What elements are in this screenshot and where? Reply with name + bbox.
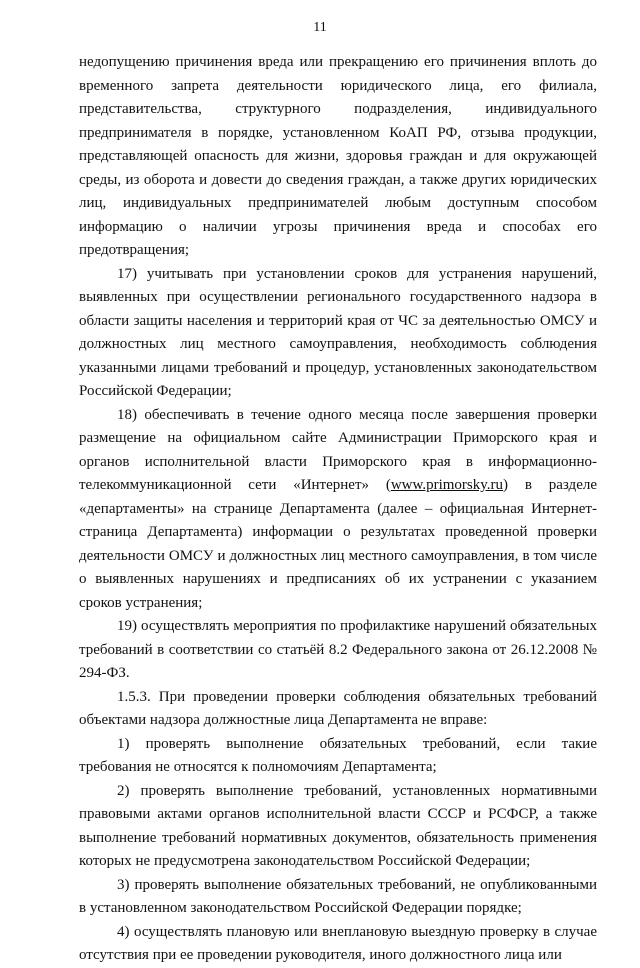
paragraph-item-19: 19) осуществлять мероприятия по профилактике нарушений обязательных требований в соответствии со статьёй 8.2 Федерального закона от 26.12.2008 № 294-ФЗ. [79, 618, 597, 681]
paragraph-prohibition-2: 2) проверять выполнение требований, установленных нормативными правовыми актами органов исполнительной власти СССР и РСФСР, а также выполнение требований нормативных документов, обязательность применения которых не предусмотрена законодательством Российской Федерации; [79, 782, 597, 869]
paragraph-prohibition-4: 4) осуществлять плановую или внеплановую выездную проверку в случае отсутствия при ее проведении руководителя, иного должностного лица или [79, 923, 597, 963]
paragraph-item-17: 17) учитывать при установлении сроков для устранения нарушений, выявленных при осуществлении регионального государственного надзора в области защиты населения и территорий края от ЧС за деятельностью ОМСУ и должностных лиц местного самоуправления, необходимость соблюдения указанными лицами требований и процедур, установленных законодательством Российской Федерации; [79, 265, 597, 399]
paragraph-item-18-text-start: 18) обеспечивать в течение одного месяца после завершения проверки размещение на официальном сайте Администрации Приморского края и органов исполнительной власти Приморского края в информационно-телекоммуникационной сети «Интернет» ( [79, 406, 597, 493]
paragraph-prohibition-3: 3) проверять выполнение обязательных требований, не опубликованными в установленном законодательством Российской Федерации порядке; [79, 876, 597, 916]
paragraph-section-1-5-3: 1.5.3. При проведении проверки соблюдения обязательных требований объектами надзора должностные лица Департамента не вправе: [79, 688, 597, 728]
page-number: 11 [313, 20, 327, 35]
paragraph-continuation: недопущению причинения вреда или прекращению его причинения вплоть до временного запрета деятельности юридического лица, его филиала, представительства, структурного подразделения, индивидуального предпринимателя в порядке, установленном КоАП РФ, отзыва продукции, представляющей опасность для жизни, здоровья граждан и для окружающей среды, из оборота и довести до сведения граждан, а также других юридических лиц, индивидуальных предпринимателей любым доступным способом информацию о наличии угрозы причинения вреда и способах его предотвращения; [79, 54, 597, 258]
paragraph-item-18 [79, 404, 597, 616]
paragraph-prohibition-1: 1) проверять выполнение обязательных требований, если такие требования не относятся к полномочиям Департамента; [79, 735, 597, 775]
document-body [79, 51, 597, 968]
website-link[interactable]: www.primorsky.ru [390, 477, 504, 493]
paragraph-item-18-text-end: ) в разделе «департаменты» на странице Департамента (далее – официальная Интернет-страница Департамента) информации о результатах проведенной проверки деятельности ОМСУ и должностных лиц местного самоуправления, в том числе о выявленных нарушениях и предписаниях об их устранении с указанием сроков устранения; [79, 477, 597, 611]
